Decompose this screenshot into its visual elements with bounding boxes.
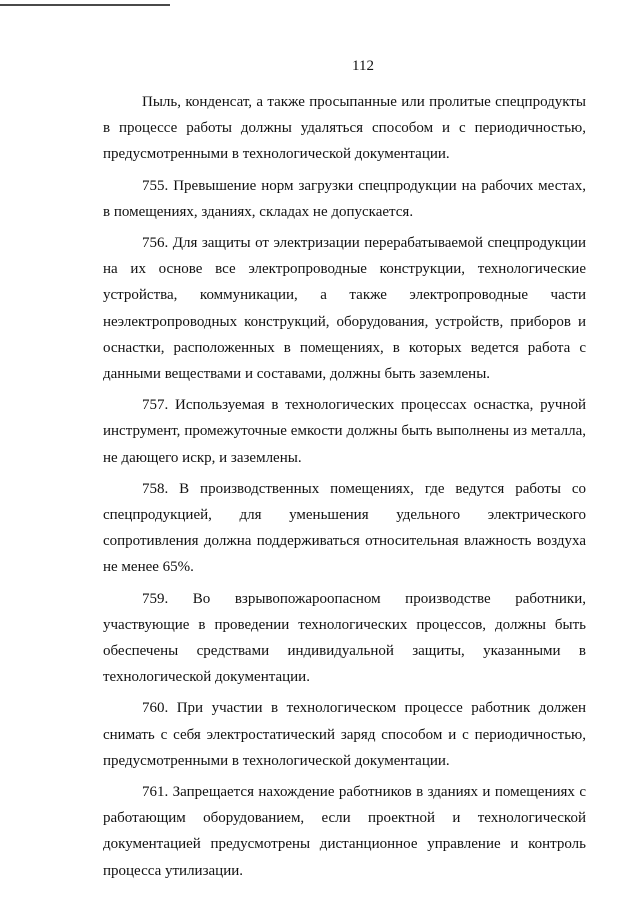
paragraph-760: 760. При участии в технологическом процессе работник должен снимать с себя электростатический заряд способом и с периодичностью, предусмотренными в технологической документации. [103, 700, 586, 769]
document-body [103, 89, 586, 889]
paragraph-761: 761. Запрещается нахождение работников в зданиях и помещениях с работающим оборудованием, если проектной и технологической документацией предусмотрены дистанционное управление и контроль процесса утилизации. [103, 784, 586, 879]
paragraph-755: 755. Превышение норм загрузки спецпродукции на рабочих местах, в помещениях, зданиях, складах не допускается. [103, 177, 586, 220]
paragraph-758: 758. В производственных помещениях, где ведутся работы со спецпродукцией, для уменьшения удельного электрического сопротивления должна поддерживаться относительная влажность воздуха не менее 65%. [103, 480, 586, 576]
paragraph-759: 759. Во взрывопожароопасном производстве работники, участвующие в проведении технологических процессов, должны быть обеспечены средствами индивидуальной защиты, указанными в технологической документации. [103, 590, 586, 686]
paragraph-continuation: Пыль, конденсат, а также просыпанные или пролитые спецпродукты в процессе работы должны удаляться способом и с периодичностью, предусмотренными в технологической документации. [103, 94, 586, 163]
paragraph-756: 756. Для защиты от электризации перерабатываемой спецпродукции на их основе все электропроводные конструкции, технологические устройства, коммуникации, а также электропроводные части неэлектропроводных конструкций, оборудования, устройств, приборов и оснастки, расположенных в помещениях, в которых ведется работа с данными веществами и составами, должны быть заземлены. [103, 235, 586, 383]
paragraph-757: 757. Используемая в технологических процессах оснастка, ручной инструмент, промежуточные емкости должны быть выполнены из металла, не дающего искр, и заземлены. [103, 397, 586, 466]
page-number: 112 [352, 58, 374, 74]
scan-edge-rule [0, 4, 170, 6]
